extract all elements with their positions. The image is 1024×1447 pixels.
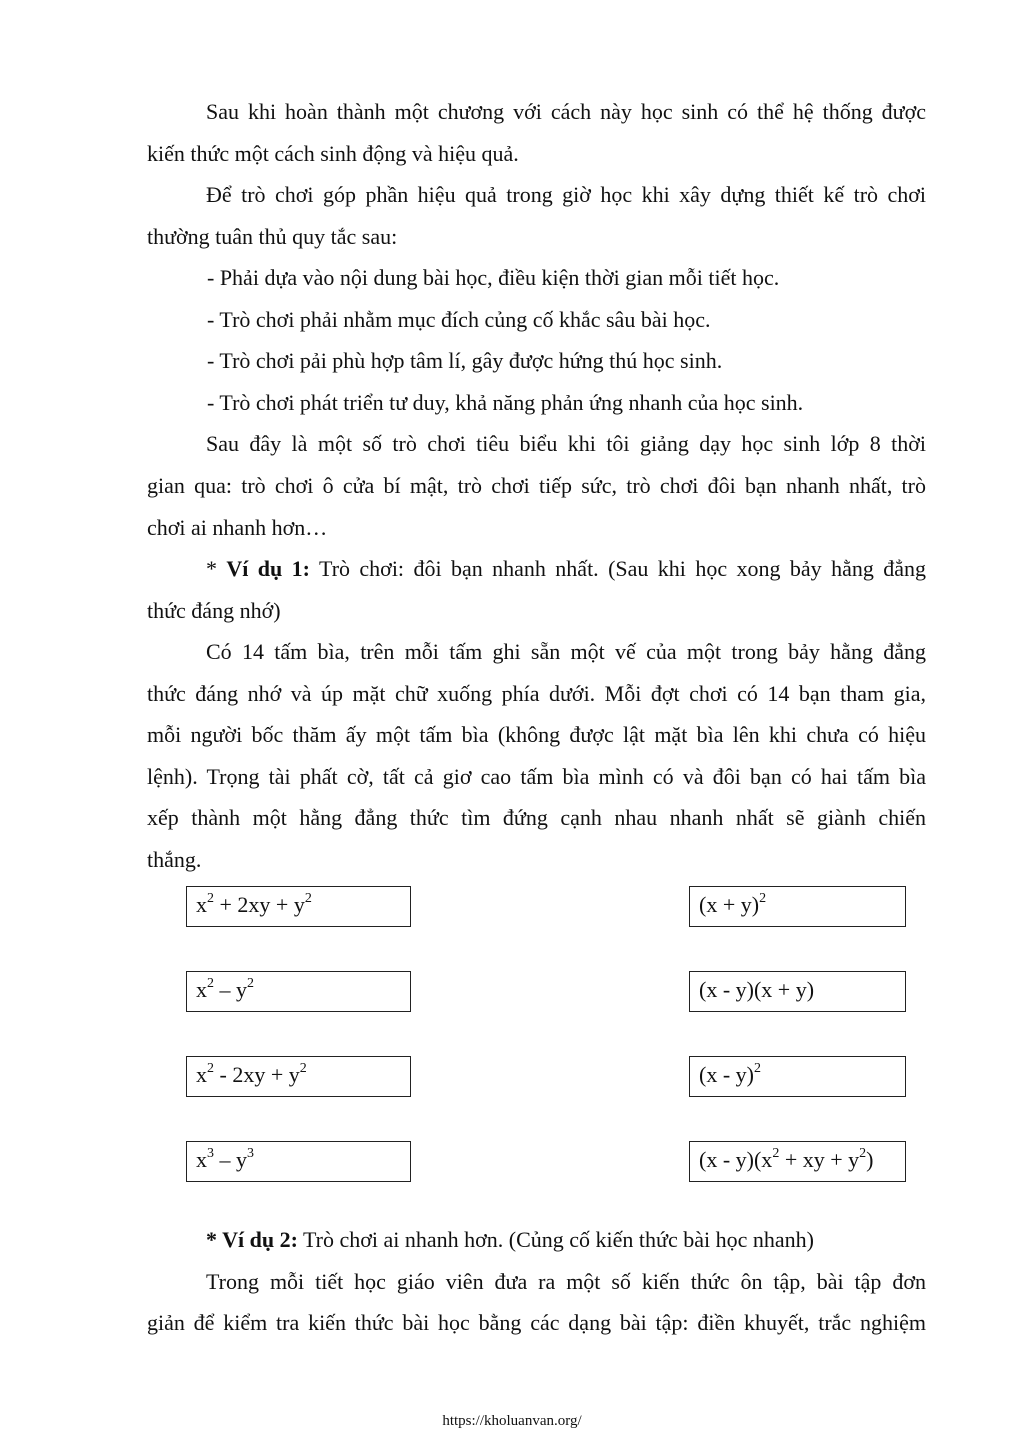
paragraph-line: thắng.	[147, 847, 202, 872]
paragraph-line: Sau đây là một số trò chơi tiêu biểu khi tôi giảng dạy học sinh lớp 8 thời	[206, 431, 926, 456]
paragraph-line: mỗi người bốc thăm ấy một tấm bìa (không được lật mặt bìa lên khi chưa có hiệu	[147, 722, 926, 747]
paragraph-line: Để trò chơi góp phần hiệu quả trong giờ học khi xây dựng thiết kế trò chơi	[206, 182, 926, 207]
card-factored-form: (x - y)$^2$	[689, 1056, 906, 1097]
paragraph-line: Trong mỗi tiết học giáo viên đưa ra một số kiến thức ôn tập, bài tập đơn	[206, 1269, 926, 1294]
paragraph-line: kiến thức một cách sinh động và hiệu quả.	[147, 141, 519, 166]
card-expanded-form: $x^3 - y^3$	[186, 1141, 411, 1182]
paragraph-line: Sau khi hoàn thành một chương với cách này học sinh có thể hệ thống được	[206, 99, 926, 124]
rule-item: - Trò chơi pải phù hợp tâm lí, gây được hứng thú học sinh.	[207, 348, 723, 373]
footer-url[interactable]: https://kholuanvan.org/	[442, 1413, 582, 1429]
card-expanded-form: $x^2 + 2xy + y^2$	[186, 886, 411, 927]
paragraph-line: thường tuân thủ quy tắc sau:	[147, 224, 398, 249]
rule-item: - Trò chơi phải nhằm mục đích củng cố khắc sâu bài học.	[207, 307, 711, 332]
paragraph-line: chơi ai nhanh hơn…	[147, 515, 328, 540]
example-1-text: Trò chơi: đôi bạn nhanh nhất. (Sau khi học xong bảy hằng đẳng	[310, 556, 927, 581]
card-factored-form: $(x - y)(x^2$ + xy + $y^2$)	[689, 1141, 906, 1182]
paragraph-line: gian qua: trò chơi ô cửa bí mật, trò chơi tiếp sức, trò chơi đôi bạn nhanh nhất, trò	[147, 473, 926, 498]
card-expanded-form: $x^2 - 2xy + y^2$	[186, 1056, 411, 1097]
card-expanded-form: $x^2 - y^2$	[186, 971, 411, 1012]
paragraph-line: giản để kiểm tra kiến thức bài học bằng các dạng bài tập: điền khuyết, trắc nghiệm	[147, 1310, 926, 1335]
example-2-heading	[206, 1225, 926, 1255]
example-1-heading	[206, 554, 926, 584]
rule-item: - Trò chơi phát triển tư duy, khả năng phản ứng nhanh của học sinh.	[207, 390, 804, 415]
card-factored-form: (x - y)(x + y)	[689, 971, 906, 1012]
paragraph-line: Có 14 tấm bìa, trên mỗi tấm ghi sẵn một vế của một trong bảy hằng đẳng	[206, 639, 926, 664]
example-1-prefix: *	[206, 556, 227, 581]
paragraph-line: lệnh). Trọng tài phất cờ, tất cả giơ cao tấm bìa mình có và đôi bạn có hai tấm bìa	[147, 764, 926, 789]
paragraph-line: thức đáng nhớ)	[147, 598, 281, 623]
example-1-label: Ví dụ 1:	[226, 556, 311, 581]
paragraph-line: thức đáng nhớ và úp mặt chữ xuống phía dưới. Mỗi đợt chơi có 14 bạn tham gia,	[147, 681, 926, 706]
rule-item: - Phải dựa vào nội dung bài học, điều kiện thời gian mỗi tiết học.	[207, 265, 780, 290]
example-2-text: Trò chơi ai nhanh hơn. (Củng cố kiến thức bài học nhanh)	[297, 1227, 814, 1252]
card-factored-form: $(x + y)^2$	[689, 886, 906, 927]
example-2-label: * Ví dụ 2:	[206, 1227, 298, 1252]
paragraph-line: xếp thành một hằng đẳng thức tìm đứng cạnh nhau nhanh nhất sẽ giành chiến	[147, 805, 926, 830]
